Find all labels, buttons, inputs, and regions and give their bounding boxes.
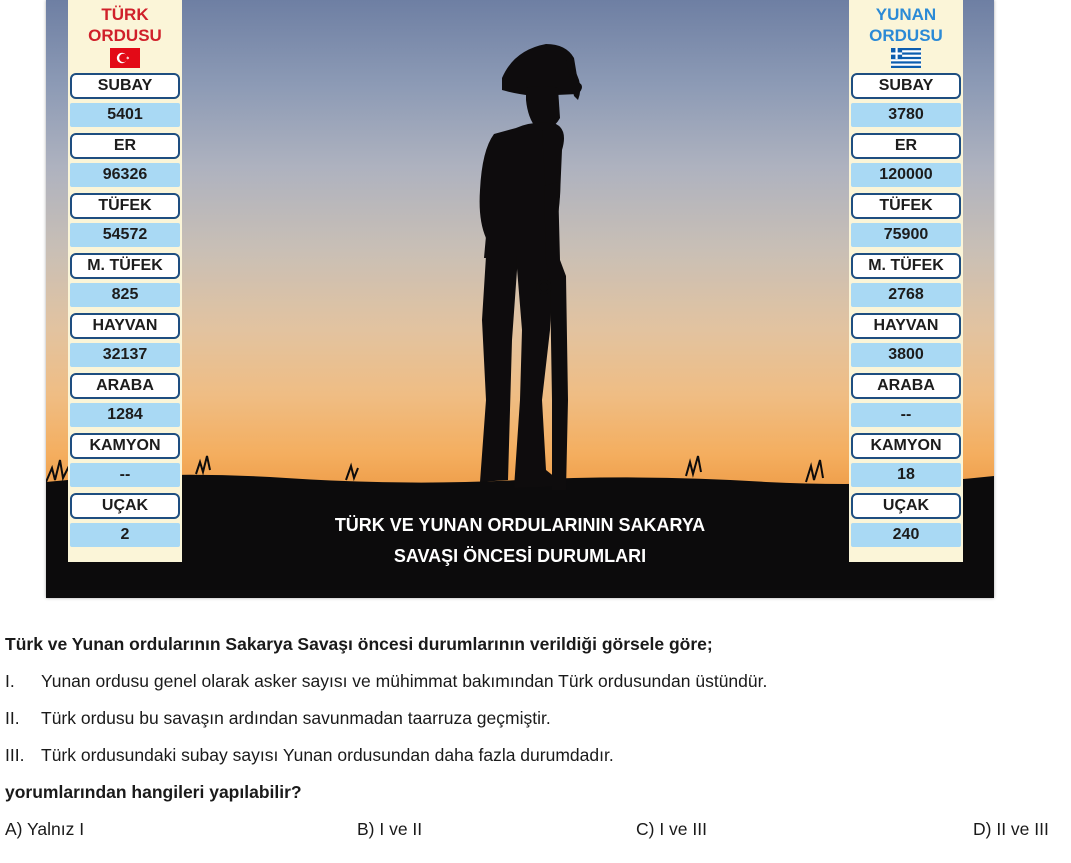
- question-stem: Türk ve Yunan ordularının Sakarya Savaşı öncesi durumlarının verildiği görsele göre;: [5, 634, 713, 654]
- sakarya-figure: [46, 0, 994, 598]
- soldier-figure: [480, 44, 582, 490]
- statement-3-text: Türk ordusundaki subay sayısı Yunan ordusundan daha fazla durumdadır.: [41, 745, 614, 765]
- statement-1: [5, 670, 1065, 692]
- turk-ordusu-rows: [70, 73, 180, 553]
- yunan-value-ucak: 240: [851, 523, 961, 547]
- turk-value-m-tufek: 825: [70, 283, 180, 307]
- yunan-ordusu-title: YUNAN ORDUSU: [869, 5, 943, 45]
- option-d[interactable]: D) II ve III: [973, 819, 1049, 839]
- figure-caption: [236, 510, 804, 572]
- yunan-ordusu-column: [849, 0, 963, 562]
- turk-value-subay: 5401: [70, 103, 180, 127]
- turk-label-subay: SUBAY: [70, 73, 180, 99]
- statement-3: [5, 744, 1065, 766]
- yunan-label-ucak: UÇAK: [851, 493, 961, 519]
- turk-value-kamyon: --: [70, 463, 180, 487]
- yunan-value-m-tufek: 2768: [851, 283, 961, 307]
- statement-1-text: Yunan ordusu genel olarak asker sayısı ve mühimmat bakımından Türk ordusundan üstündür.: [41, 671, 768, 691]
- statement-3-number: III.: [5, 745, 25, 765]
- yunan-label-hayvan: HAYVAN: [851, 313, 961, 339]
- yunan-label-er: ER: [851, 133, 961, 159]
- turk-value-er: 96326: [70, 163, 180, 187]
- option-a[interactable]: A) Yalnız I: [5, 819, 85, 839]
- turk-label-kamyon: KAMYON: [70, 433, 180, 459]
- answer-options: [5, 818, 1065, 840]
- turk-label-m-tufek: M. TÜFEK: [70, 253, 180, 279]
- yunan-value-araba: --: [851, 403, 961, 427]
- option-c[interactable]: C) I ve III: [636, 819, 707, 839]
- turk-ordusu-title: TÜRK ORDUSU: [88, 5, 162, 45]
- turk-label-ucak: UÇAK: [70, 493, 180, 519]
- turk-value-ucak: 2: [70, 523, 180, 547]
- option-b[interactable]: B) I ve II: [357, 819, 423, 839]
- turkish-flag-icon: [110, 48, 140, 68]
- caption-line-1: TÜRK VE YUNAN ORDULARININ SAKARYA: [334, 515, 706, 535]
- yunan-label-araba: ARABA: [851, 373, 961, 399]
- turk-value-araba: 1284: [70, 403, 180, 427]
- yunan-label-kamyon: KAMYON: [851, 433, 961, 459]
- turk-value-hayvan: 32137: [70, 343, 180, 367]
- statement-1-number: I.: [5, 671, 15, 691]
- yunan-value-kamyon: 18: [851, 463, 961, 487]
- yunan-value-tufek: 75900: [851, 223, 961, 247]
- turk-label-hayvan: HAYVAN: [70, 313, 180, 339]
- turk-ordusu-column: [68, 0, 182, 562]
- yunan-value-hayvan: 3800: [851, 343, 961, 367]
- statement-2-number: II.: [5, 708, 20, 728]
- yunan-label-m-tufek: M. TÜFEK: [851, 253, 961, 279]
- yunan-value-subay: 3780: [851, 103, 961, 127]
- yunan-label-subay: SUBAY: [851, 73, 961, 99]
- statement-2-text: Türk ordusu bu savaşın ardından savunmadan taarruza geçmiştir.: [41, 708, 551, 728]
- turk-label-araba: ARABA: [70, 373, 180, 399]
- statement-2: [5, 707, 1065, 729]
- yunan-ordusu-rows: [851, 73, 961, 553]
- caption-line-2: SAVAŞI ÖNCESİ DURUMLARI: [393, 546, 647, 566]
- turk-value-tufek: 54572: [70, 223, 180, 247]
- question-tail: yorumlarından hangileri yapılabilir?: [5, 782, 302, 802]
- turk-label-er: ER: [70, 133, 180, 159]
- yunan-label-tufek: TÜFEK: [851, 193, 961, 219]
- greek-flag-icon: [891, 48, 921, 68]
- turk-label-tufek: TÜFEK: [70, 193, 180, 219]
- yunan-value-er: 120000: [851, 163, 961, 187]
- question-block: [5, 633, 1065, 840]
